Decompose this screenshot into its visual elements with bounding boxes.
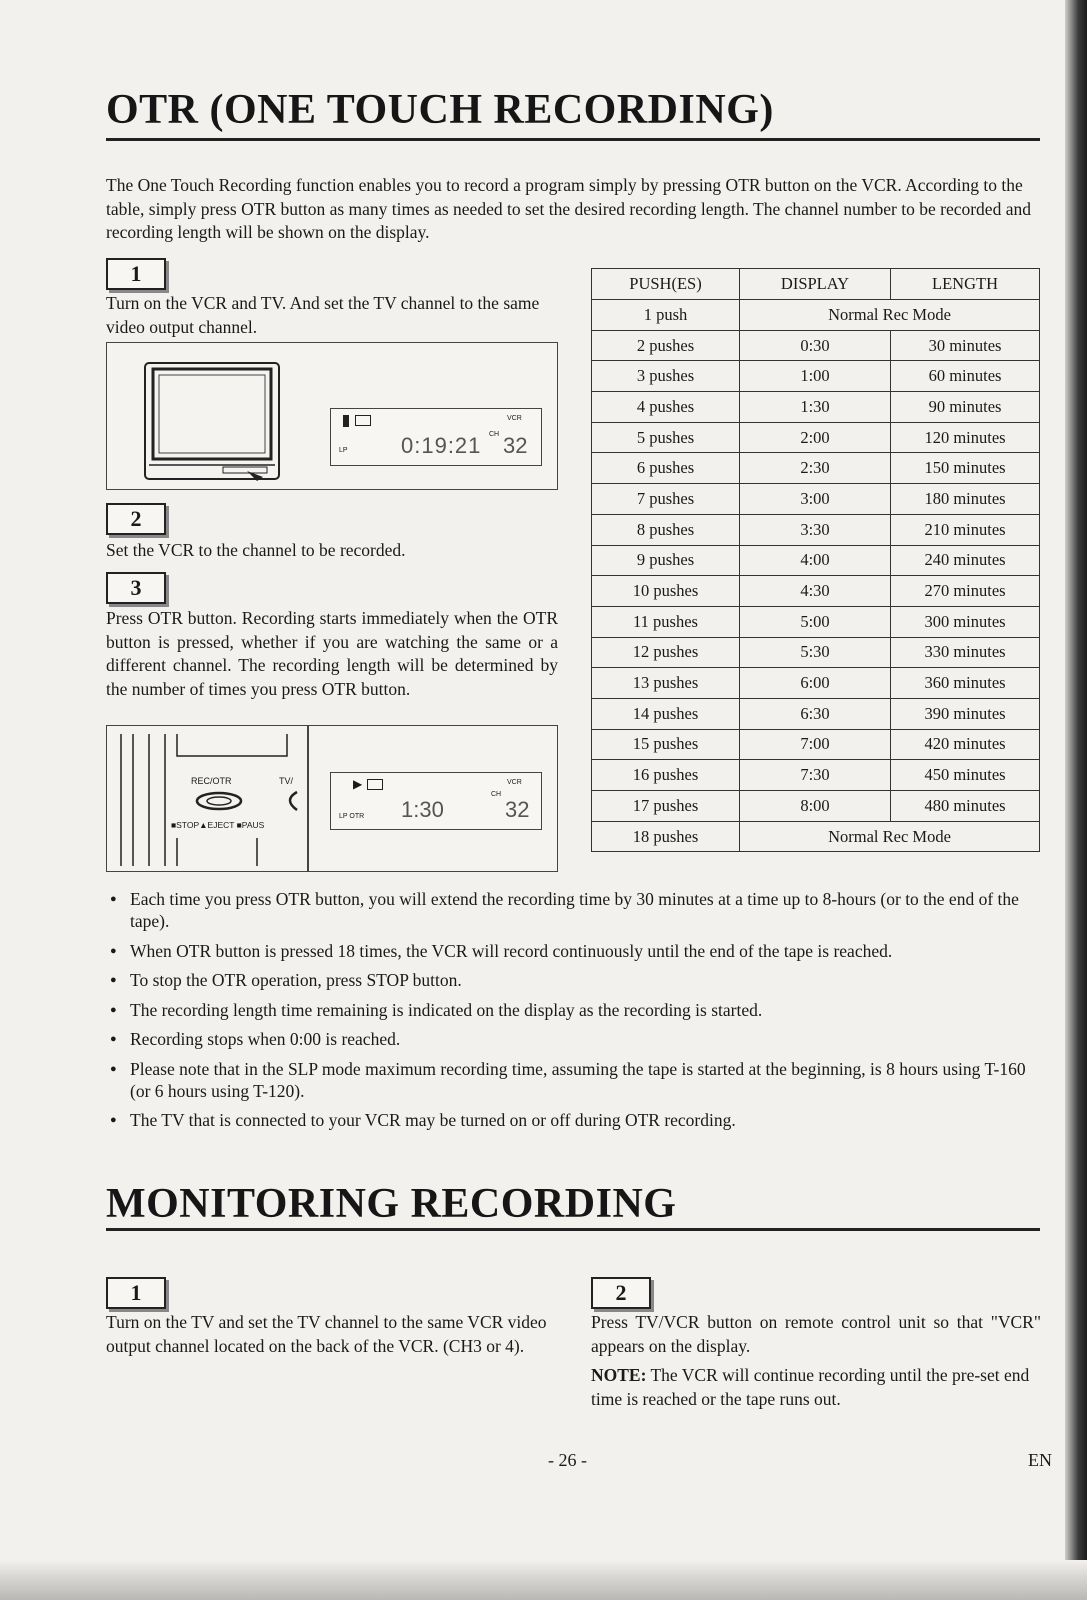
page-bottom-shadow — [0, 1560, 1087, 1600]
cell-pushes: 3 pushes — [592, 361, 740, 392]
cell-pushes: 11 pushes — [592, 606, 740, 637]
note-item: ● Recording stops when 0:00 is reached. — [108, 1028, 1048, 1050]
vcr-display-1 — [330, 408, 542, 466]
cell-pushes: 9 pushes — [592, 545, 740, 576]
display-time-2: 1:30 — [401, 797, 444, 822]
table-body — [592, 300, 1040, 852]
cell-display: Normal Rec Mode — [740, 821, 1040, 852]
monitoring-step-1-number: 1 — [106, 1277, 166, 1309]
cell-pushes: 14 pushes — [592, 698, 740, 729]
remote-control-icon — [107, 726, 307, 871]
step-3-number: 3 — [106, 572, 166, 604]
page-number: - 26 - — [548, 1450, 587, 1470]
cell-pushes: 10 pushes — [592, 576, 740, 607]
cell-pushes: 8 pushes — [592, 514, 740, 545]
note-text: The VCR will continue recording until the pre-set end time is reached or the tape runs out. — [591, 1365, 1030, 1409]
cell-pushes: 13 pushes — [592, 668, 740, 699]
record-indicator-icon — [343, 415, 349, 427]
table-row — [592, 514, 1040, 545]
frame-divider — [307, 726, 309, 871]
cell-display: 7:00 — [740, 729, 891, 760]
table-row — [592, 392, 1040, 423]
table-row — [592, 729, 1040, 760]
table-row — [592, 760, 1040, 791]
cell-pushes: 7 pushes — [592, 484, 740, 515]
cell-pushes: 2 pushes — [592, 330, 740, 361]
play-icon: ▶ — [353, 777, 363, 791]
cell-display: 8:00 — [740, 791, 891, 822]
cell-length: 300 minutes — [891, 606, 1040, 637]
display-vcr: VCR — [507, 415, 522, 422]
cell-length: 150 minutes — [891, 453, 1040, 484]
display-channel: 32 — [503, 433, 528, 458]
cell-pushes: 17 pushes — [592, 791, 740, 822]
step-2-text: Set the VCR to the channel to be recorded. — [106, 540, 406, 560]
table-row — [592, 361, 1040, 392]
header-display: DISPLAY — [740, 269, 891, 300]
cell-pushes: 4 pushes — [592, 392, 740, 423]
step-3-text: Press OTR button. Recording starts immediately when the OTR button is pressed, whether if you are watching the same or a different channel. The recording length will be determined by the number of times you press OTR button. — [106, 608, 558, 699]
cell-pushes: 1 push — [592, 300, 740, 331]
cell-pushes: 18 pushes — [592, 821, 740, 852]
table-row — [592, 330, 1040, 361]
display-time: 0:19:21 — [401, 433, 482, 458]
step-2-number: 2 — [106, 503, 166, 535]
table-row — [592, 453, 1040, 484]
tape-icon-2 — [367, 779, 383, 790]
note-item: ● To stop the OTR operation, press STOP button. — [108, 969, 1048, 991]
cell-display: Normal Rec Mode — [740, 300, 1040, 331]
table-header-row — [592, 269, 1040, 300]
cell-display: 5:30 — [740, 637, 891, 668]
monitoring-step-2-number: 2 — [591, 1277, 651, 1309]
cell-display: 6:30 — [740, 698, 891, 729]
otr-notes-list — [108, 888, 1048, 1139]
cell-display: 2:30 — [740, 453, 891, 484]
language-tab: EN — [1028, 1450, 1052, 1470]
cell-length: 420 minutes — [891, 729, 1040, 760]
cell-pushes: 6 pushes — [592, 453, 740, 484]
cell-display: 7:30 — [740, 760, 891, 791]
otr-title: OTR (ONE TOUCH RECORDING) — [106, 87, 774, 133]
cell-length: 360 minutes — [891, 668, 1040, 699]
page-edge-shadow — [1065, 0, 1087, 1600]
monitoring-title: MONITORING RECORDING — [106, 1181, 677, 1227]
cell-length: 450 minutes — [891, 760, 1040, 791]
cell-display: 1:00 — [740, 361, 891, 392]
table-row — [592, 791, 1040, 822]
rec-otr-label: REC/OTR — [191, 776, 232, 786]
cell-display: 3:30 — [740, 514, 891, 545]
table-row — [592, 300, 1040, 331]
cell-display: 3:00 — [740, 484, 891, 515]
stop-eject-label: ■STOP▲EJECT ■PAUS — [171, 820, 265, 830]
display-ch: CH — [489, 431, 500, 438]
header-length: LENGTH — [891, 269, 1040, 300]
cell-display: 6:00 — [740, 668, 891, 699]
table-row — [592, 606, 1040, 637]
table-row — [592, 821, 1040, 852]
display-channel-2: 32 — [505, 797, 530, 822]
cell-display: 2:00 — [740, 422, 891, 453]
table-row — [592, 576, 1040, 607]
display-mode: LP — [339, 447, 348, 454]
note-item: ● The recording length time remaining is indicated on the display as the recording is started. — [108, 999, 1048, 1021]
tape-icon — [355, 415, 371, 426]
cell-length: 390 minutes — [891, 698, 1040, 729]
cell-length: 120 minutes — [891, 422, 1040, 453]
cell-length: 240 minutes — [891, 545, 1040, 576]
title-rule — [106, 138, 1040, 141]
display-vcr-2: VCR — [507, 779, 522, 786]
step-1-number: 1 — [106, 258, 166, 290]
monitoring-note — [591, 1364, 1041, 1411]
otr-intro: The One Touch Recording function enables you to record a program simply by pressing OTR button on the VCR. According to the table, simply press OTR button as many times as needed to set the desired recording length. The channel number to be recorded and recording length will be shown on the display. — [106, 175, 1031, 242]
note-item: ● The TV that is connected to your VCR may be turned on or off during OTR recording. — [108, 1109, 1048, 1131]
monitoring-step-2-text: Press TV/VCR button on remote control unit so that "VCR" appears on the display. — [591, 1312, 1041, 1356]
cell-display: 4:00 — [740, 545, 891, 576]
table-row — [592, 637, 1040, 668]
display-ch-2: CH — [491, 791, 502, 798]
cell-length: 270 minutes — [891, 576, 1040, 607]
note-item: ● Please note that in the SLP mode maximum recording time, assuming the tape is started at the beginning, is 8 hours using T-160 (or 6 hours using T-120). — [108, 1058, 1048, 1102]
note-item: ● When OTR button is pressed 18 times, the VCR will record continuously until the end of the tape is reached. — [108, 940, 1048, 962]
cell-length: 480 minutes — [891, 791, 1040, 822]
cell-pushes: 5 pushes — [592, 422, 740, 453]
cell-display: 0:30 — [740, 330, 891, 361]
tv-label: TV/ — [279, 776, 294, 786]
note-item: ● Each time you press OTR button, you will extend the recording time by 30 minutes at a time up to 8-hours (or to the end of the tape). — [108, 888, 1048, 932]
cell-length: 210 minutes — [891, 514, 1040, 545]
display-mode-2: LP OTR — [339, 813, 365, 820]
note-label: NOTE: — [591, 1365, 647, 1385]
otr-push-table — [591, 268, 1040, 852]
table-row — [592, 668, 1040, 699]
table-row — [592, 484, 1040, 515]
cell-pushes: 15 pushes — [592, 729, 740, 760]
table-row — [592, 545, 1040, 576]
cell-display: 5:00 — [740, 606, 891, 637]
cell-length: 180 minutes — [891, 484, 1040, 515]
cell-display: 4:30 — [740, 576, 891, 607]
table-row — [592, 422, 1040, 453]
cell-length: 330 minutes — [891, 637, 1040, 668]
table-row — [592, 698, 1040, 729]
cell-pushes: 12 pushes — [592, 637, 740, 668]
vcr-display-2 — [330, 772, 542, 830]
cell-length: 90 minutes — [891, 392, 1040, 423]
monitoring-step-1-text: Turn on the TV and set the TV channel to the same VCR video output channel located on the back of the VCR. (CH3 or 4). — [106, 1312, 547, 1356]
cell-display: 1:30 — [740, 392, 891, 423]
cell-length: 60 minutes — [891, 361, 1040, 392]
cell-length: 30 minutes — [891, 330, 1040, 361]
cell-pushes: 16 pushes — [592, 760, 740, 791]
header-pushes: PUSH(ES) — [592, 269, 740, 300]
monitoring-rule — [106, 1228, 1040, 1231]
step-1-text: Turn on the VCR and TV. And set the TV channel to the same video output channel. — [106, 293, 540, 337]
